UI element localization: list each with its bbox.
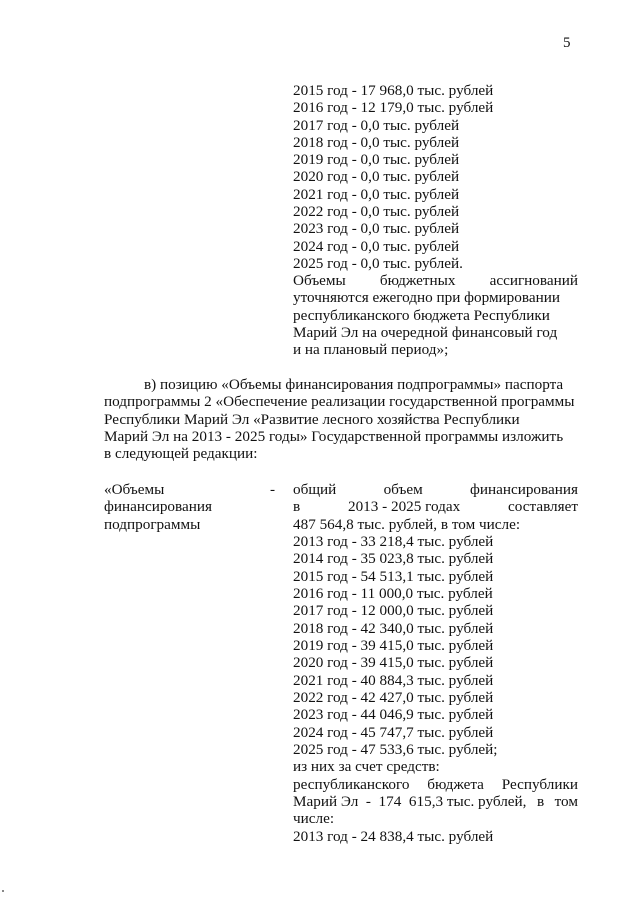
table-label-line: «Объемы	[104, 481, 165, 498]
year-line: 2017 год - 0,0 тыс. рублей	[293, 117, 460, 134]
rb-line-justified	[293, 793, 578, 810]
total-word: общий	[293, 481, 337, 498]
paragraph-line: подпрограммы 2 «Обеспечение реализации государственной программы	[104, 393, 575, 410]
year-line: 2016 год - 11 000,0 тыс. рублей	[293, 585, 493, 602]
year-line: 2021 год - 0,0 тыс. рублей	[293, 186, 460, 203]
table-dash: -	[270, 481, 276, 498]
year-line: 2022 год - 0,0 тыс. рублей	[293, 203, 460, 220]
paragraph-line: Республики Марий Эл «Развитие лесного хозяйства Республики	[104, 411, 520, 428]
paragraph-line: в) позицию «Объемы финансирования подпрограммы» паспорта	[144, 376, 564, 393]
year-line: 2013 год - 33 218,4 тыс. рублей	[293, 533, 494, 550]
paragraph-line: в следующей редакции:	[104, 445, 258, 462]
rb-word: в	[536, 793, 545, 810]
year-line: 2021 год - 40 884,3 тыс. рублей	[293, 672, 494, 689]
year-line: 2019 год - 0,0 тыс. рублей	[293, 151, 460, 168]
total-word: финансирования	[470, 481, 578, 498]
note-line-justified	[293, 272, 578, 289]
sources-intro: из них за счет средств:	[293, 758, 440, 775]
year-line: 2023 год - 0,0 тыс. рублей	[293, 220, 460, 237]
year-line: 2018 год - 42 340,0 тыс. рублей	[293, 620, 494, 637]
rb-line: числе:	[293, 810, 335, 827]
year-line: 2023 год - 44 046,9 тыс. рублей	[293, 706, 494, 723]
year-line: 2015 год - 54 513,1 тыс. рублей	[293, 568, 494, 585]
year-line: 2015 год - 17 968,0 тыс. рублей	[293, 82, 494, 99]
total-word: в	[293, 498, 301, 515]
total-word: объем	[383, 481, 423, 498]
table-label-line: подпрограммы	[104, 516, 201, 533]
table-label-line: финансирования	[104, 498, 212, 515]
rb-word: республиканского	[293, 776, 410, 793]
year-line: 2024 год - 0,0 тыс. рублей	[293, 238, 460, 255]
year-line: 2022 год - 42 427,0 тыс. рублей	[293, 689, 494, 706]
note-word: ассигнований	[489, 272, 578, 289]
scan-speck	[2, 890, 4, 892]
note-line: республиканского бюджета Республики	[293, 307, 550, 324]
note-word: Объемы	[293, 272, 346, 289]
rb-word: Марий Эл - 174 615,3 тыс. рублей,	[293, 793, 527, 810]
year-line: 2017 год - 12 000,0 тыс. рублей	[293, 602, 494, 619]
year-line: 2018 год - 0,0 тыс. рублей	[293, 134, 460, 151]
year-line: 2025 год - 47 533,6 тыс. рублей;	[293, 741, 498, 758]
note-line: уточняются ежегодно при формировании	[293, 289, 560, 306]
year-line: 2025 год - 0,0 тыс. рублей.	[293, 255, 463, 272]
total-line-justified	[293, 498, 578, 515]
year-line: 2016 год - 12 179,0 тыс. рублей	[293, 99, 494, 116]
note-line: и на плановый период»;	[293, 341, 449, 358]
rb-word: том	[554, 793, 578, 810]
total-line: 487 564,8 тыс. рублей, в том числе:	[293, 516, 521, 533]
note-word: бюджетных	[379, 272, 456, 289]
year-line: 2014 год - 35 023,8 тыс. рублей	[293, 550, 494, 567]
rb-word: бюджета	[427, 776, 484, 793]
total-line-justified	[293, 481, 578, 498]
year-line: 2013 год - 24 838,4 тыс. рублей	[293, 828, 494, 845]
year-line: 2020 год - 0,0 тыс. рублей	[293, 168, 460, 185]
paragraph-line: Марий Эл на 2013 - 2025 годы» Государственной программы изложить	[104, 428, 564, 445]
page-number: 5	[563, 35, 571, 51]
year-line: 2020 год - 39 415,0 тыс. рублей	[293, 654, 494, 671]
total-word: составляет	[508, 498, 578, 515]
rb-word: Республики	[501, 776, 578, 793]
year-line: 2024 год - 45 747,7 тыс. рублей	[293, 724, 494, 741]
rb-line-justified	[293, 776, 578, 793]
total-word: 2013 - 2025 годах	[347, 498, 461, 515]
year-line: 2019 год - 39 415,0 тыс. рублей	[293, 637, 494, 654]
note-line: Марий Эл на очередной финансовый год	[293, 324, 558, 341]
